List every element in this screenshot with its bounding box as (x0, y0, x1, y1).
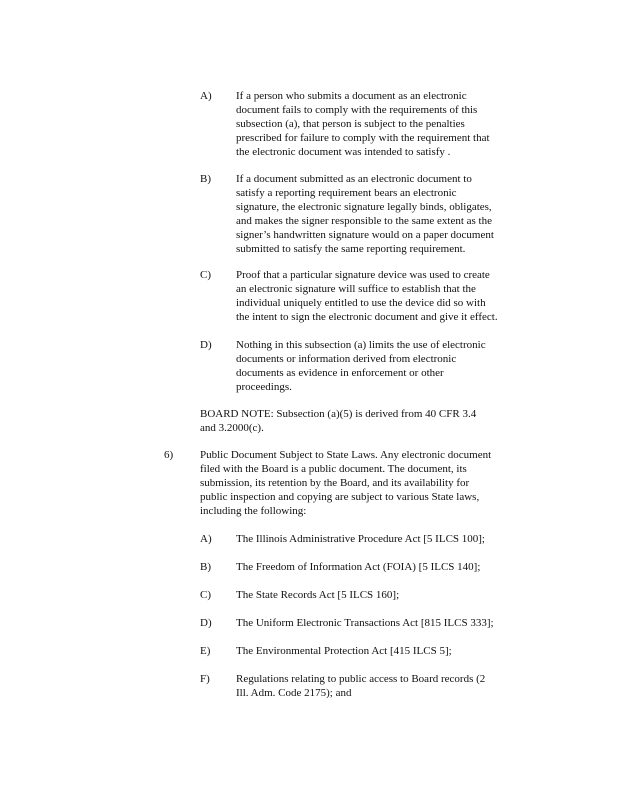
law-e-label: E) (200, 645, 211, 657)
section-6-text (200, 448, 520, 518)
text-line: signer’s handwritten signature would on a paper document (236, 229, 494, 241)
law-b-text (236, 560, 516, 574)
text-line: documents or information derived from electronic (236, 353, 457, 365)
text-line: and makes the signer responsible to the same extent as the (236, 215, 492, 227)
section-6-label: 6) (164, 449, 174, 461)
text-line: If a person who submits a document as an electronic (236, 90, 467, 102)
law-e-text (236, 644, 516, 658)
item-d-label: D) (200, 339, 212, 351)
item-c-label: C) (200, 269, 211, 281)
law-a-text (236, 532, 516, 546)
item-a-label: A) (200, 90, 212, 102)
text-line: documents as evidence in enforcement or other (236, 367, 444, 379)
item-a-text (236, 89, 506, 159)
text-line: the intent to sign the electronic document and give it effect. (236, 311, 498, 323)
text-line: public inspection and copying are subject to various State laws, (200, 491, 480, 503)
text-line: the electronic document was intended to satisfy . (236, 146, 451, 158)
law-b-label: B) (200, 561, 211, 573)
text-line: document fails to comply with the requirements of this (236, 104, 478, 116)
law-c-label: C) (200, 589, 211, 601)
law-f-text (236, 672, 516, 700)
text-line: satisfy a reporting requirement bears an electronic (236, 187, 457, 199)
text-line: The Freedom of Information Act (FOIA) [5 ILCS 140]; (236, 561, 481, 573)
text-line: subsection (a), that person is subject to the penalties (236, 118, 465, 130)
text-line: The Environmental Protection Act [415 ILCS 5]; (236, 645, 452, 657)
text-line: an electronic signature will suffice to establish that the (236, 283, 476, 295)
text-line: The State Records Act [5 ILCS 160]; (236, 589, 400, 601)
item-c-text (236, 268, 518, 324)
text-line: The Uniform Electronic Transactions Act [815 ILCS 333]; (236, 617, 494, 629)
text-line: The Illinois Administrative Procedure Act [5 ILCS 100]; (236, 533, 485, 545)
text-line: and 3.2000(c). (200, 422, 264, 434)
law-d-label: D) (200, 617, 212, 629)
text-line: Public Document Subject to State Laws. Any electronic document (200, 449, 492, 461)
text-line: filed with the Board is a public document. The document, its (200, 463, 467, 475)
text-line: submission, its retention by the Board, and its availability for (200, 477, 470, 489)
law-a-label: A) (200, 533, 212, 545)
item-d-text (236, 338, 506, 394)
text-line: proceedings. (236, 381, 292, 393)
text-line: signature, the electronic signature legally binds, obligates, (236, 201, 492, 213)
text-line: Proof that a particular signature device was used to create (236, 269, 490, 281)
text-line: If a document submitted as an electronic document to (236, 173, 472, 185)
text-line: prescribed for failure to comply with the requirement that (236, 132, 490, 144)
board-note (200, 407, 510, 435)
item-b-label: B) (200, 173, 211, 185)
law-c-text (236, 588, 516, 602)
item-b-text (236, 172, 516, 256)
law-d-text (236, 616, 526, 630)
text-line: individual uniquely entitled to use the device did so with (236, 297, 486, 309)
text-line: Regulations relating to public access to Board records (2 (236, 673, 486, 685)
text-line: Ill. Adm. Code 2175); and (236, 687, 352, 699)
text-line: including the following: (200, 505, 307, 517)
law-f-label: F) (200, 673, 210, 685)
text-line: BOARD NOTE: Subsection (a)(5) is derived from 40 CFR 3.4 (200, 408, 477, 420)
text-line: submitted to satisfy the same reporting requirement. (236, 243, 466, 255)
text-line: Nothing in this subsection (a) limits the use of electronic (236, 339, 486, 351)
